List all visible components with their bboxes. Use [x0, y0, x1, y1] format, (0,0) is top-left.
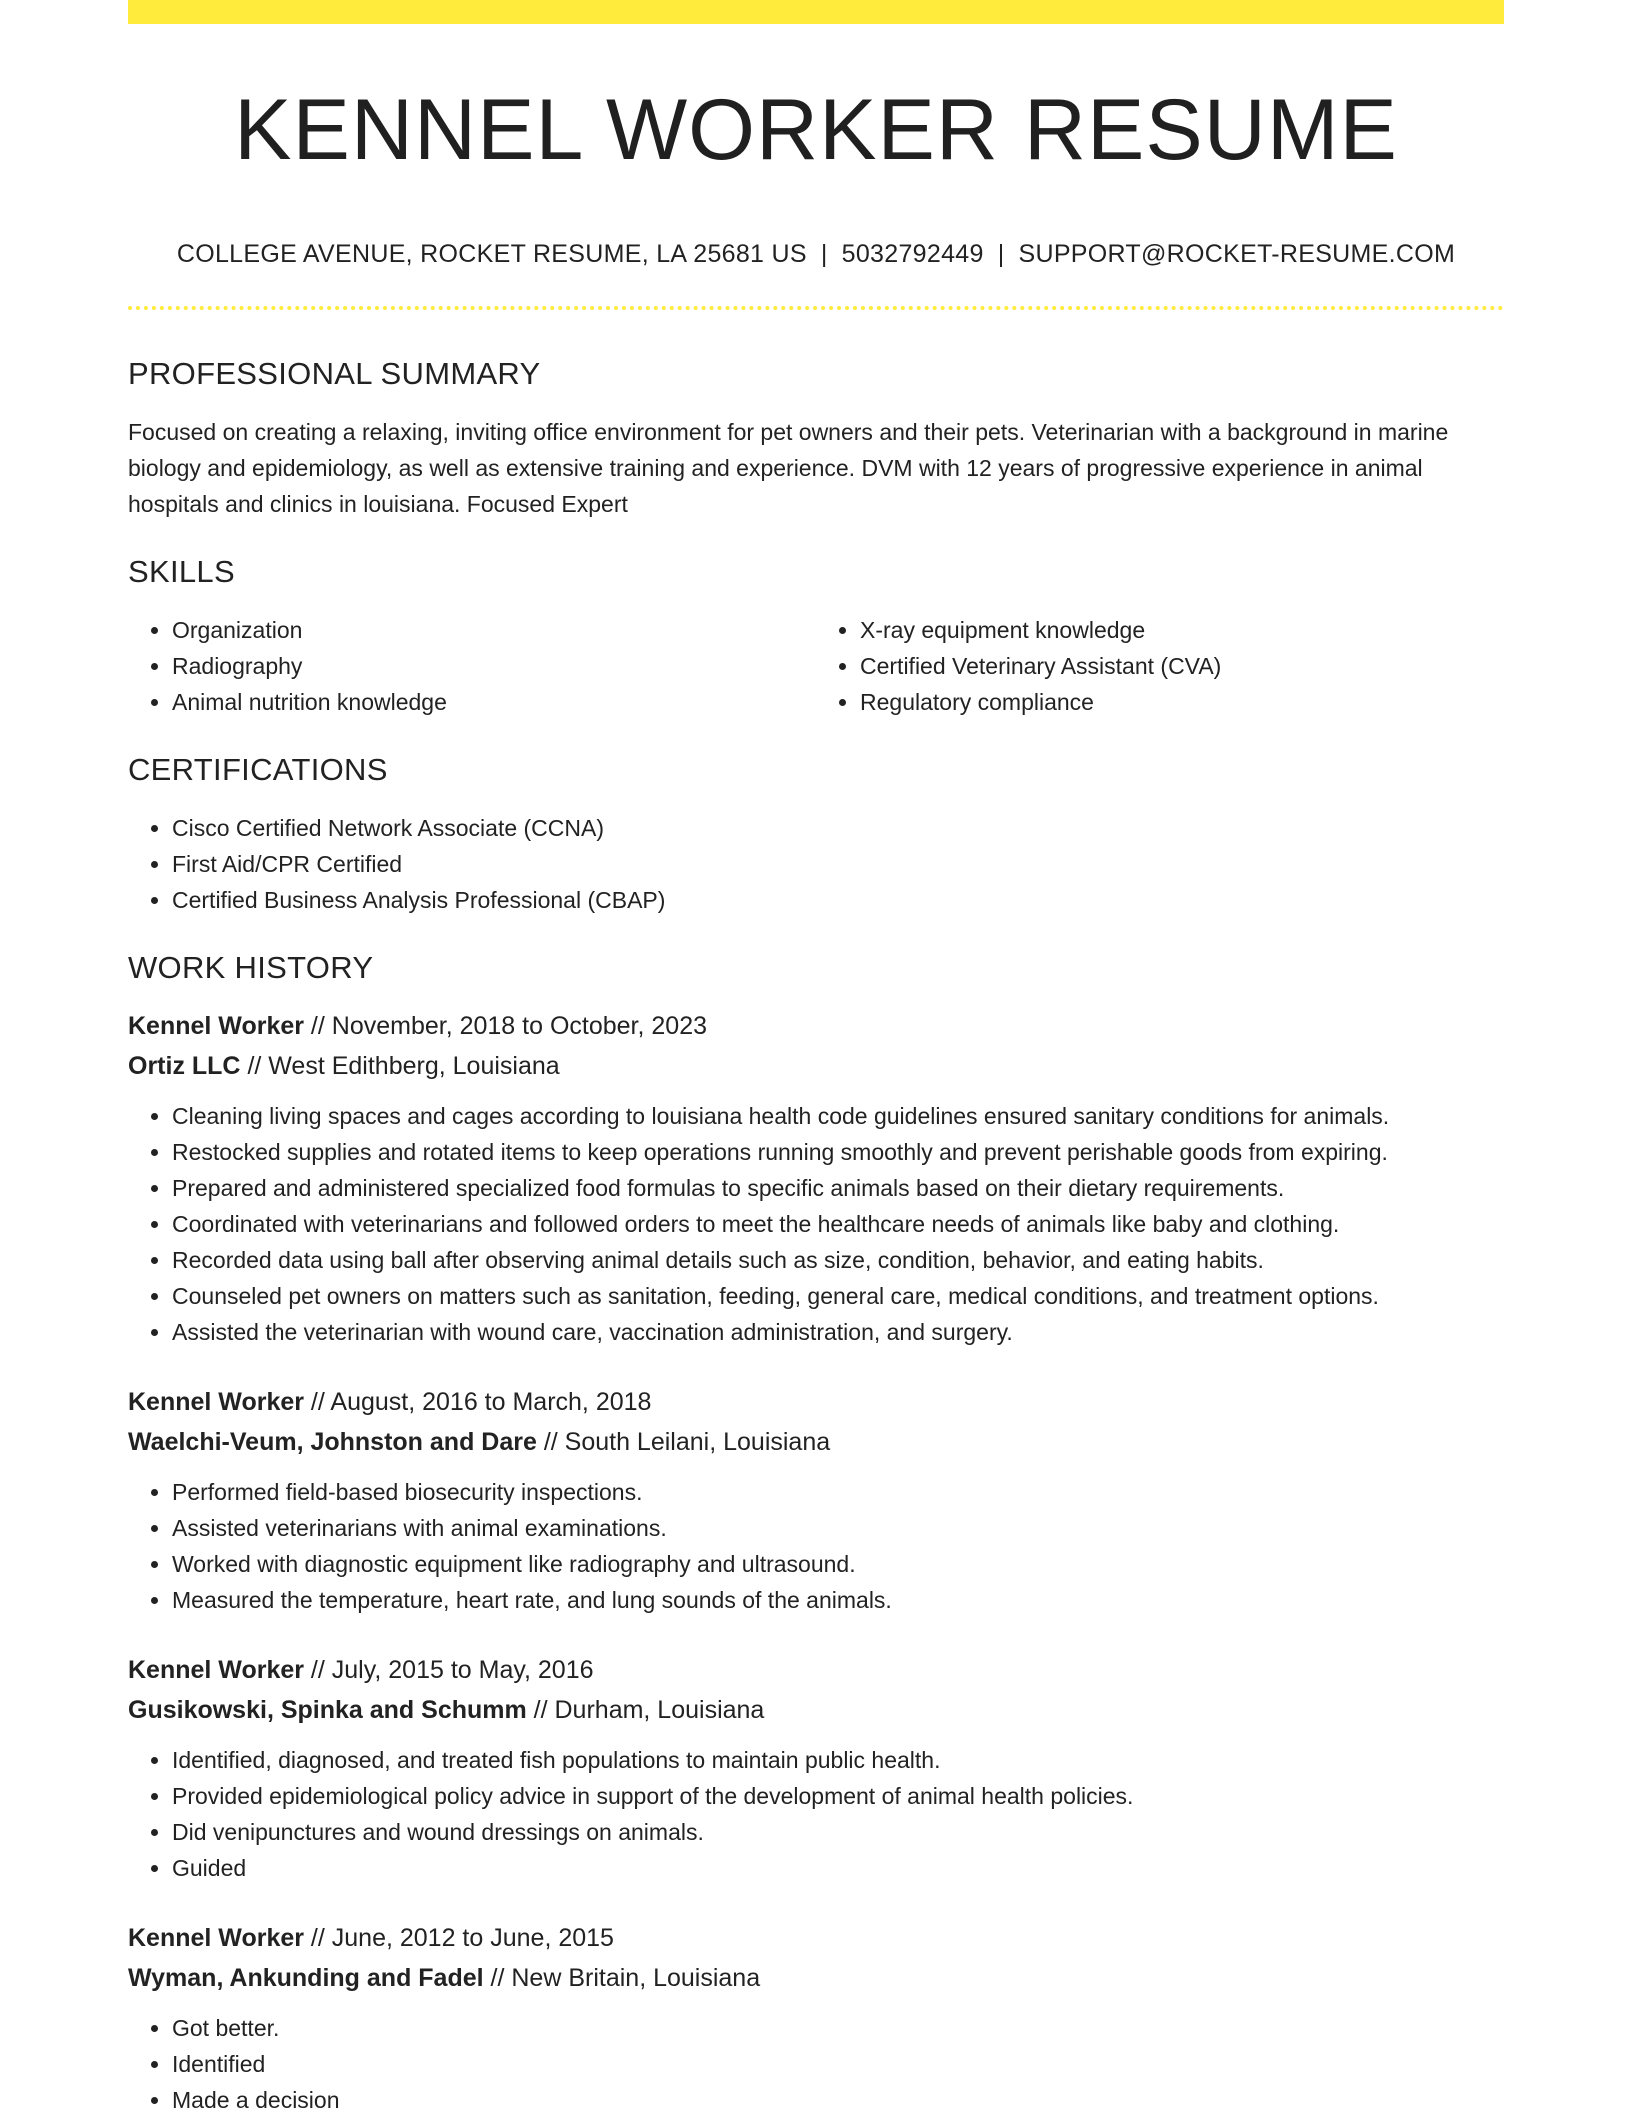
job-bullet: • Counseled pet owners on matters such as sanitation, feeding, general care, medical conditions, and treatment options. [172, 1278, 1504, 1314]
job-location: // Durham, Louisiana [526, 1696, 765, 1724]
job-title: Kennel Worker [128, 1656, 304, 1684]
job-dates: // November, 2018 to October, 2023 [303, 1012, 708, 1040]
job-title: Kennel Worker [128, 1388, 304, 1416]
resume-title: KENNEL WORKER RESUME [234, 82, 1398, 178]
job-company-line [128, 1046, 1504, 1086]
job-bullet: • Identified, diagnosed, and treated fish populations to maintain public health. [172, 1742, 1504, 1778]
job-dates: // August, 2016 to March, 2018 [303, 1388, 652, 1416]
summary-text: Focused on creating a relaxing, inviting office environment for pet owners and their pets. Veterinarian with a background in marine biology and epidemiology, as well as extensive training and experience. DVM with 12 years of progressive experience in animal hospitals and clinics in louisiana. Focused Expert [128, 419, 1449, 517]
skill-item: • X-ray equipment knowledge [860, 612, 1504, 648]
certifications-section [128, 748, 1504, 918]
job-bullet: • Assisted veterinarians with animal examinations. [172, 1510, 1504, 1546]
contact-line [128, 236, 1504, 272]
job-title: Kennel Worker [128, 1012, 304, 1040]
skill-item: • Animal nutrition knowledge [172, 684, 816, 720]
job-entry [128, 1382, 1504, 1618]
certification-item: • Cisco Certified Network Associate (CCNA) [172, 810, 1504, 846]
contact-email: SUPPORT@ROCKET-RESUME.COM [1018, 240, 1456, 268]
job-bullet: • Did venipunctures and wound dressings on animals. [172, 1814, 1504, 1850]
job-company-line [128, 1958, 1504, 1998]
job-title: Kennel Worker [128, 1924, 304, 1952]
job-company: Ortiz LLC [128, 1052, 241, 1080]
job-entry [128, 1918, 1504, 2118]
job-bullets [128, 1098, 1504, 1350]
job-company: Gusikowski, Spinka and Schumm [128, 1696, 527, 1724]
job-dates: // June, 2012 to June, 2015 [303, 1924, 614, 1952]
job-entry [128, 1650, 1504, 1886]
job-company-line [128, 1422, 1504, 1462]
top-accent-bar [128, 0, 1504, 24]
job-title-line [128, 1006, 1504, 1046]
job-bullet: • Performed field-based biosecurity inspections. [172, 1474, 1504, 1510]
skill-item: • Regulatory compliance [860, 684, 1504, 720]
job-title-line [128, 1918, 1504, 1958]
job-bullet: • Worked with diagnostic equipment like radiography and ultrasound. [172, 1546, 1504, 1582]
skills-columns [128, 612, 1504, 720]
work-history-section [128, 946, 1504, 2118]
summary-heading: PROFESSIONAL SUMMARY [128, 356, 541, 391]
job-bullets [128, 1474, 1504, 1618]
job-title-line [128, 1382, 1504, 1422]
job-title-line [128, 1650, 1504, 1690]
skills-left-list [128, 612, 816, 720]
job-bullet: • Guided [172, 1850, 1504, 1886]
certifications-heading: CERTIFICATIONS [128, 752, 388, 787]
job-bullet: • Prepared and administered specialized food formulas to specific animals based on their dietary requirements. [172, 1170, 1504, 1206]
job-company: Wyman, Ankunding and Fadel [128, 1964, 484, 1992]
summary-section [128, 352, 1504, 522]
certification-item: • First Aid/CPR Certified [172, 846, 1504, 882]
job-entry [128, 1006, 1504, 1350]
contact-separator: | [820, 240, 828, 268]
job-bullet: • Identified [172, 2046, 1504, 2082]
contact-separator: | [997, 240, 1005, 268]
dotted-divider [128, 306, 1504, 310]
job-bullets [128, 1742, 1504, 1886]
job-bullet: • Provided epidemiological policy advice in support of the development of animal health policies. [172, 1778, 1504, 1814]
job-bullet: • Recorded data using ball after observing animal details such as size, condition, behavior, and eating habits. [172, 1242, 1504, 1278]
certifications-list [128, 810, 1504, 918]
skills-heading: SKILLS [128, 554, 235, 589]
skill-item: • Certified Veterinary Assistant (CVA) [860, 648, 1504, 684]
job-bullet: • Coordinated with veterinarians and followed orders to meet the healthcare needs of animals like baby and clothing. [172, 1206, 1504, 1242]
resume-content [128, 352, 1504, 2118]
certification-item: • Certified Business Analysis Professional (CBAP) [172, 882, 1504, 918]
job-bullet: • Assisted the veterinarian with wound care, vaccination administration, and surgery. [172, 1314, 1504, 1350]
job-location: // South Leilani, Louisiana [536, 1428, 831, 1456]
job-location: // New Britain, Louisiana [483, 1964, 761, 1992]
job-dates: // July, 2015 to May, 2016 [303, 1656, 594, 1684]
skill-item: • Organization [172, 612, 816, 648]
job-bullet: • Restocked supplies and rotated items to keep operations running smoothly and prevent perishable goods from expiring. [172, 1134, 1504, 1170]
job-bullets [128, 2010, 1504, 2118]
job-bullet: • Measured the temperature, heart rate, and lung sounds of the animals. [172, 1582, 1504, 1618]
work-history-heading: WORK HISTORY [128, 950, 374, 985]
job-location: // West Edithberg, Louisiana [240, 1052, 560, 1080]
skill-item: • Radiography [172, 648, 816, 684]
job-bullet: • Got better. [172, 2010, 1504, 2046]
contact-address: COLLEGE AVENUE, ROCKET RESUME, LA 25681 US [176, 240, 807, 268]
contact-phone: 5032792449 [841, 240, 984, 268]
job-company: Waelchi-Veum, Johnston and Dare [128, 1428, 537, 1456]
skills-section [128, 550, 1504, 720]
job-company-line [128, 1690, 1504, 1730]
job-bullet: • Made a decision [172, 2082, 1504, 2118]
job-bullet: • Cleaning living spaces and cages according to louisiana health code guidelines ensured sanitary conditions for animals. [172, 1098, 1504, 1134]
skills-right-list [816, 612, 1504, 720]
